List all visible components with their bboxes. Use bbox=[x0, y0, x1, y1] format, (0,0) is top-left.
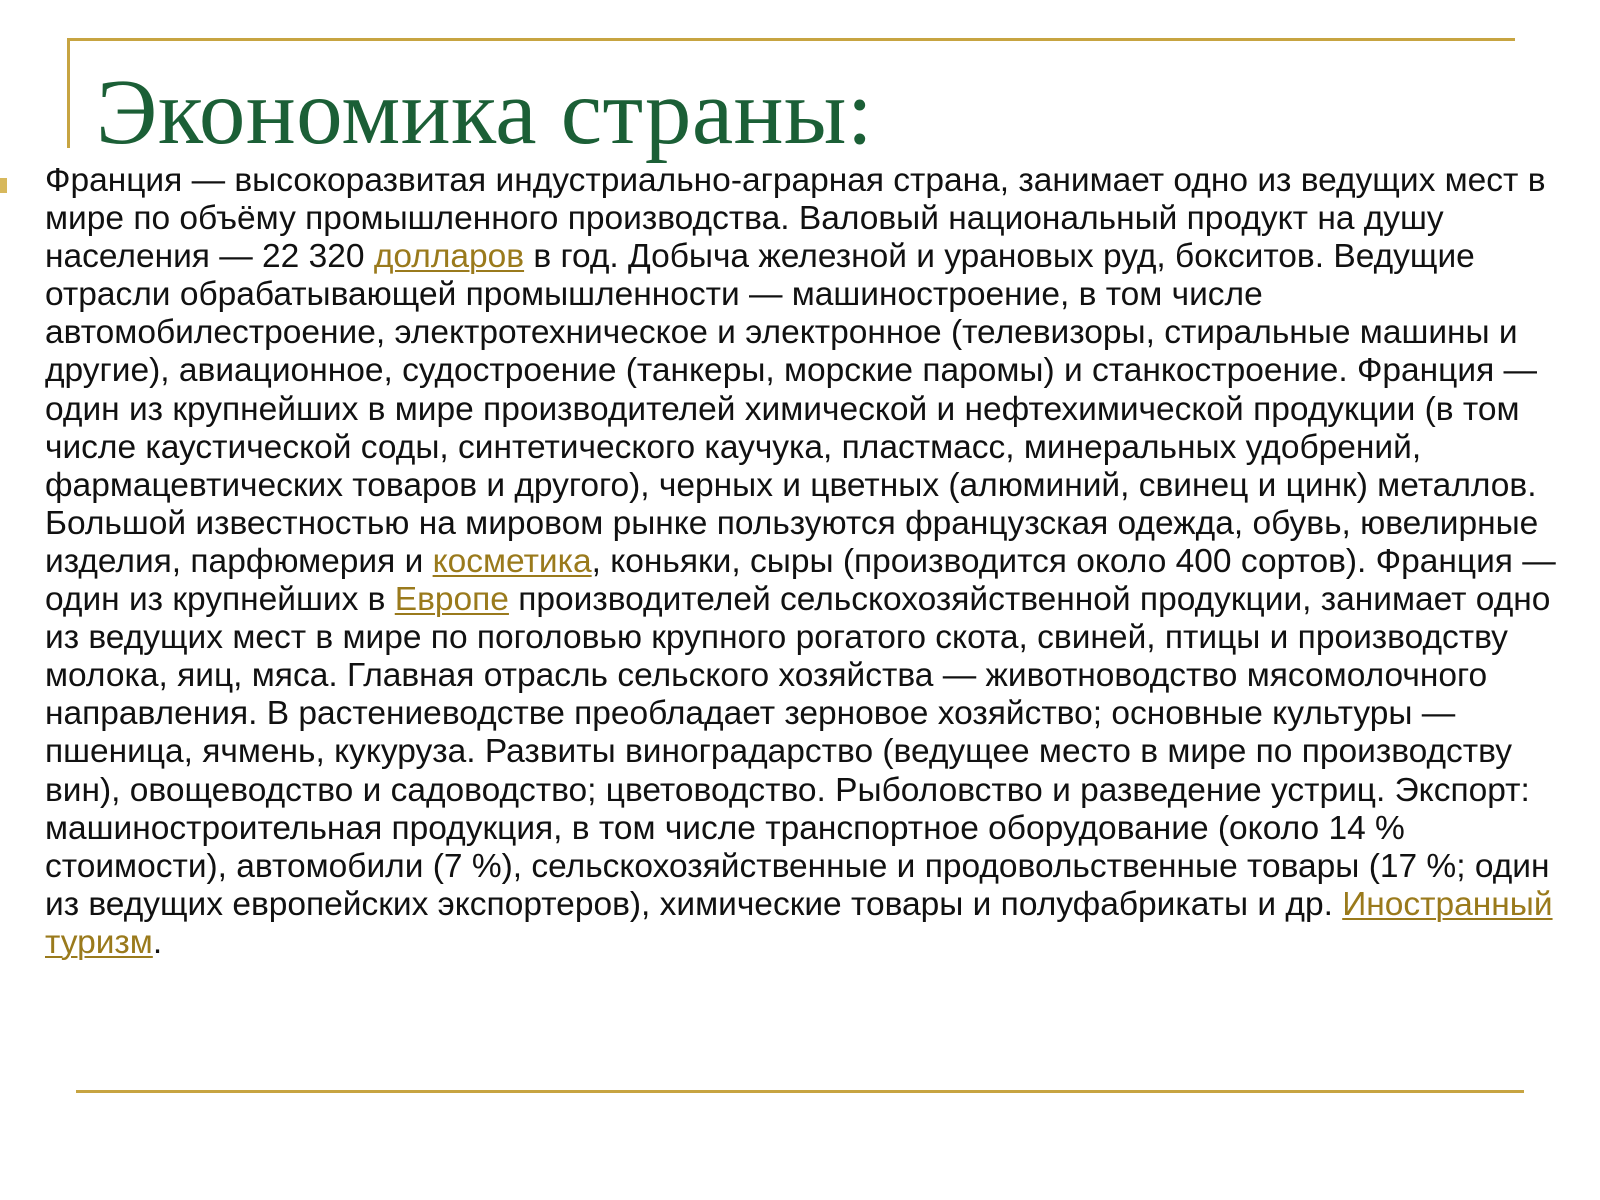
paragraph-text-5: . bbox=[152, 923, 163, 961]
top-accent-rule bbox=[67, 38, 1515, 41]
link-cosmetics[interactable]: косметика bbox=[432, 542, 592, 580]
paragraph-text-1: Франция — высокоразвитая индустриально-аграрная страна, занимает одно из ведущих мест в мире по объёму промышленного производства. Валовый национальный продукт на душу населения — 22 320 bbox=[45, 162, 1546, 276]
link-dollars[interactable]: долларов bbox=[373, 238, 525, 276]
body-paragraph bbox=[45, 162, 1575, 962]
left-accent-rule bbox=[67, 38, 70, 148]
paragraph-text-2: в год. Добыча железной и урановых руд, бокситов. Ведущие отрасли обрабатывающей промышленности — машиностроение, в том числе автомобилестроение, электротехническое и электронное (телевизоры, стиральные машины и другие), авиационное, судостроение (танкеры, морские паромы) и станкостроение. Франция — один из крупнейших в мире производителей химической и нефтехимической продукции (в том числе каустической соды, синтетического каучука, пластмасс, минеральных удобрений, фармацевтических товаров и другого), черных и цветных (алюминий, свинец и цинк) металлов. Большой известностью на мировом рынке пользуются французская одежда, обувь, ювелирные изделия, парфюмерия и bbox=[45, 238, 1539, 580]
paragraph-text-4: производителей сельскохозяйственной продукции, занимает одно из ведущих мест в мире по поголовью крупного рогатого скота, свиней, птицы и производству молока, яиц, мяса. Главная отрасль сельского хозяйства — животноводство мясомолочного направления. В растениеводстве преобладает зерновое хозяйство; основные культуры — пшеница, ячмень, кукуруза. Развиты виноградарство (ведущее место в мире по производству вин), овощеводство и садоводство; цветоводство. Рыболовство и разведение устриц. Экспорт: машиностроительная продукция, в том числе транспортное оборудование (около 14 % стоимости), автомобили (7 %), сельскохозяйственные и продовольственные товары (17 %; один из ведущих европейских экспортеров), химические товары и полуфабрикаты и др. bbox=[45, 581, 1551, 923]
link-europe[interactable]: Европе bbox=[394, 581, 509, 619]
bullet-marker bbox=[0, 178, 7, 193]
bottom-accent-rule bbox=[76, 1090, 1524, 1093]
slide-title: Экономика страны: bbox=[96, 61, 874, 164]
link-foreign-tourism[interactable]: Иностранный туризм bbox=[45, 885, 1553, 961]
paragraph-text-3: , коньяки, сыры (производится около 400 сортов). Франция — один из крупнейших в bbox=[45, 542, 1556, 619]
